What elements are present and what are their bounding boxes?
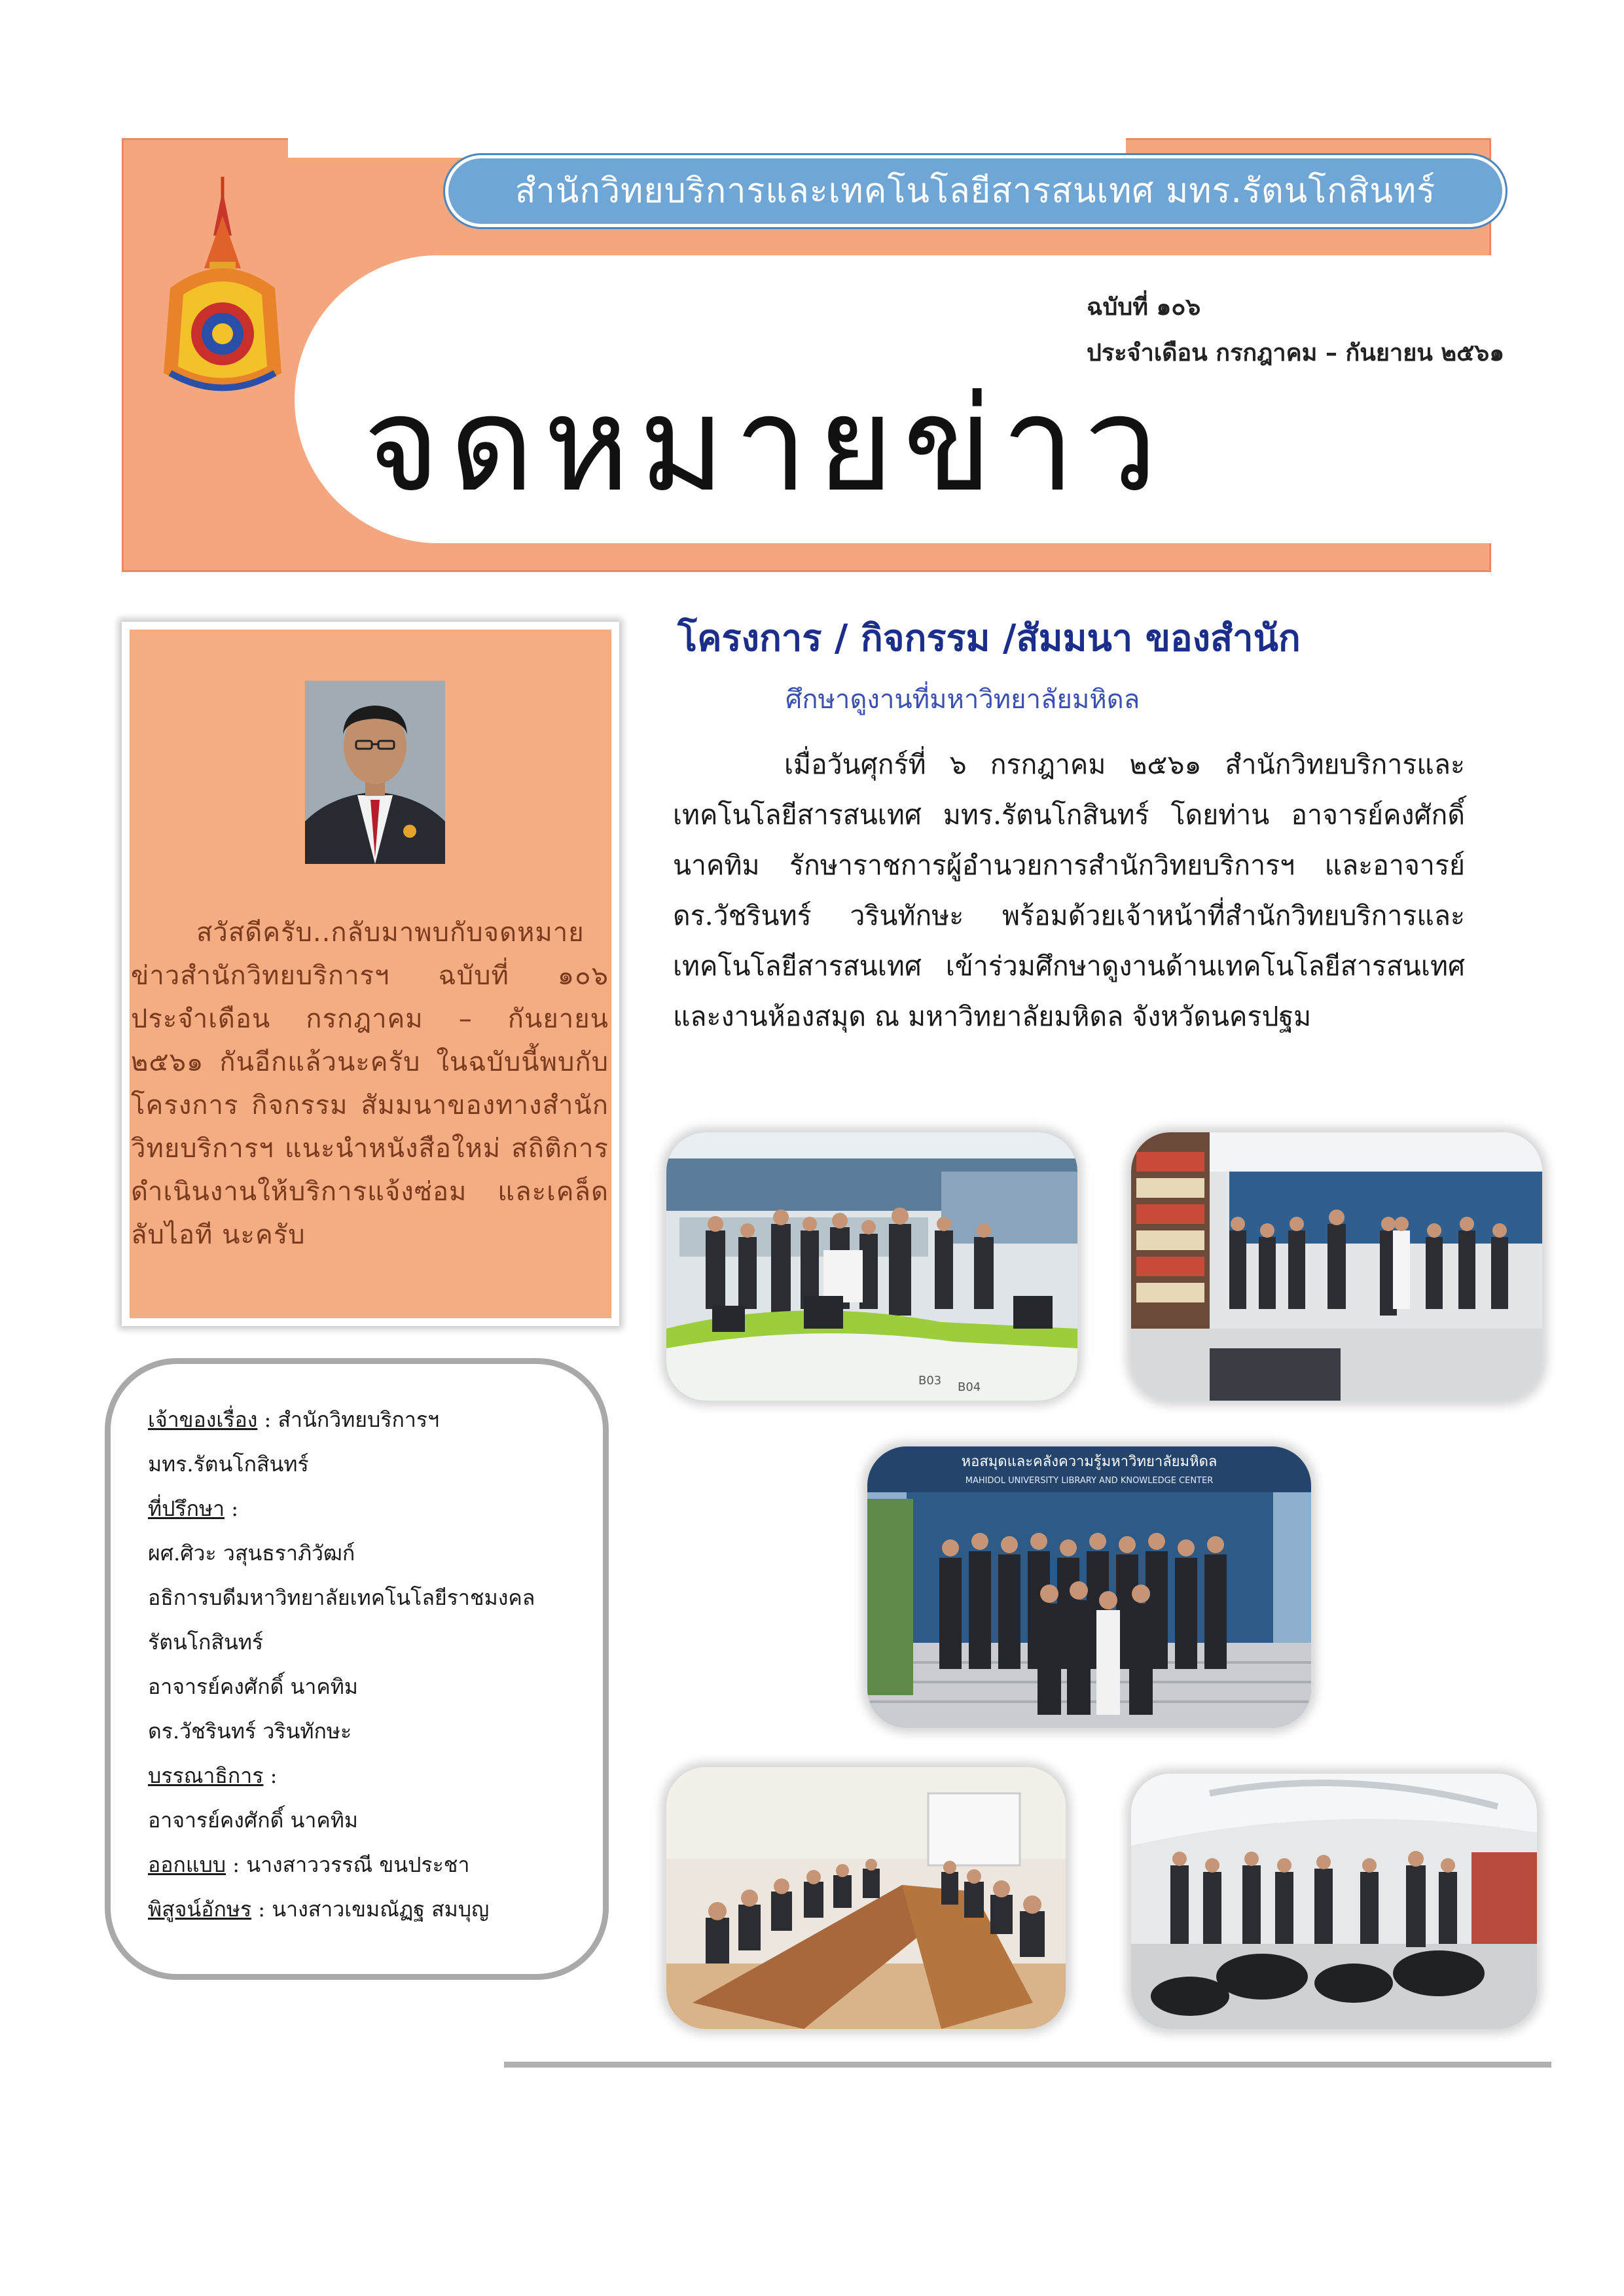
issue-number: ฉบับที่ ๑๐๖	[1087, 294, 1201, 321]
issue-period: ประจำเดือน กรกฎาคม – กันยายน ๒๕๖๑	[1087, 340, 1505, 367]
library-sign-text: หอสมุดและคลังความรู้มหาวิทยาลัยมหิดล	[961, 1454, 1218, 1470]
advisor-2: อาจารย์คงศักดิ์ นาคทิม	[148, 1674, 358, 1699]
footer-divider	[504, 2062, 1551, 2068]
advisor-separator: :	[225, 1496, 238, 1521]
photo-library-hall	[1131, 1132, 1542, 1401]
article-subtitle: ศึกษาดูงานที่มหาวิทยาลัยมหิดล	[785, 685, 1140, 715]
newsletter-title: จดหมายข่าว	[363, 368, 1167, 521]
staff-credits-list	[148, 1397, 600, 1931]
editor-line	[148, 1753, 600, 1798]
proofreader-value: : นางสาวเขมณัฏฐ สมบุญ	[251, 1897, 490, 1922]
photo-meeting-room	[666, 1767, 1066, 2029]
university-logo-icon	[157, 177, 288, 412]
advisor-1-title-2: รัตนโกสินทร์	[148, 1630, 264, 1655]
photo-group-library-entrance	[867, 1446, 1311, 1728]
advisor-1-title: อธิการบดีมหาวิทยาลัยเทคโนโลยีราชมงคล	[148, 1585, 535, 1610]
editor-label: บรรณาธิการ	[148, 1763, 264, 1788]
proofreader-label: พิสูจน์อักษร	[148, 1897, 252, 1922]
article-body: เมื่อวันศุกร์ที่ ๖ กรกฎาคม ๒๕๖๑ สำนักวิทยบริการและเทคโนโลยีสารสนเทศ มทร.รัตนโกสินทร์ โดยท่าน อาจารย์คงศักดิ์ นาคทิม รักษาราชการผู้อำนวยการสำนักวิทยบริการฯ และอาจารย์ ดร.วัชรินทร์ วรินทักษะ พร้อมด้วยเจ้าหน้าที่สำนักวิทยบริการและเทคโนโลยีสารสนเทศ เข้าร่วมศึกษาดูงานด้านเทคโนโลยีสารสนเทศและงานห้องสมุด ณ มหาวิทยาลัยมหิดล จังหวัดนครปฐม	[673, 749, 1465, 1032]
desk-label-b04: B04	[958, 1380, 981, 1394]
desk-label-b03: B03	[918, 1374, 942, 1388]
owner-value: : สำนักวิทยบริการฯ	[257, 1407, 440, 1432]
advisor-3: ดร.วัชรินทร์ วรินทักษะ	[148, 1719, 352, 1744]
designer-value: : นางสาววรรณี ขนประชา	[226, 1852, 470, 1877]
owner-value-line-2: มทร.รัตนโกสินทร์	[148, 1452, 309, 1477]
org-name-pill: สำนักวิทยบริการและเทคโนโลยีสารสนเทศ มทร.รัตนโกสินทร์	[445, 155, 1506, 227]
advisor-line	[148, 1486, 600, 1531]
advisor-label: ที่ปรึกษา	[148, 1496, 225, 1521]
editor-separator: :	[263, 1763, 278, 1788]
greeting-text: สวัสดีครับ..กลับมาพบกับจดหมายข่าวสำนักวิทยบริการฯ ฉบับที่ ๑๐๖ ประจำเดือน กรกฎาคม – กันยายน ๒๕๖๑ กันอีกแล้วนะครับ ในฉบับนี้พบกับโครงการ กิจกรรม สัมมนาของทางสำนักวิทยบริการฯ แนะนำหนังสือใหม่ สถิติการดำเนินงานให้บริการแจ้งซ่อม และเคล็ดลับไอที นะครับ	[131, 918, 609, 1250]
owner-label: เจ้าของเรื่อง	[148, 1407, 258, 1432]
owner-line	[148, 1397, 600, 1442]
advisor-1: ผศ.ศิวะ วสุนธราภิวัฒก์	[148, 1541, 355, 1566]
proofreader-line	[148, 1887, 600, 1931]
library-sign-text-en: MAHIDOL UNIVERSITY LIBRARY AND KNOWLEDGE CENTER	[965, 1476, 1214, 1486]
designer-label: ออกแบบ	[148, 1852, 226, 1877]
photo-library-lounge	[1131, 1774, 1537, 2029]
editor-value: อาจารย์คงศักดิ์ นาคทิม	[148, 1808, 358, 1833]
director-portrait	[305, 681, 445, 864]
designer-line	[148, 1842, 600, 1887]
section-title: โครงการ / กิจกรรม /สัมมนา ของสำนัก	[677, 617, 1301, 660]
photo-computer-lab	[666, 1132, 1077, 1401]
